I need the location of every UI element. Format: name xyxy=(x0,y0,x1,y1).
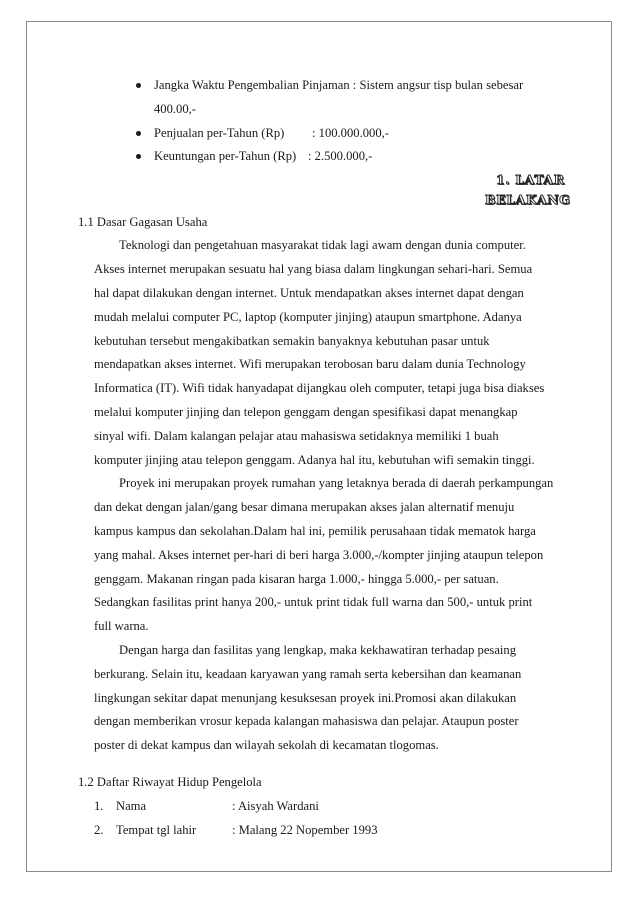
paragraph-line: Sedangkan fasilitas print hanya 200,- untuk print tidak full warna dan 500,- untuk print xyxy=(94,595,533,609)
paragraph-line: full warna. xyxy=(94,619,149,633)
bullet-2-value: : 100.000.000,- xyxy=(312,126,389,140)
paragraph-line: yang mahal. Akses internet per-hari di beri harga 3.000,-/kompter jinjing ataupun telepon xyxy=(94,548,544,562)
paragraph-line: komputer jinjing atau telepon genggam. Adanya hal itu, kebutuhan wifi semakin tinggi. xyxy=(94,453,535,467)
bullet-dot xyxy=(136,154,141,159)
paragraph-line: kebutuhan tersebut mengakibatkan semakin banyaknya kebutuhan pasar untuk xyxy=(94,334,490,348)
paragraph-line: Dengan harga dan fasilitas yang lengkap, maka kekhawatiran terhadap pesaing xyxy=(119,643,517,657)
paragraph-line: mudah melalui computer PC, laptop (komputer jinjing) ataupun smartphone. Adanya xyxy=(94,310,522,324)
paragraph-line: kampus kampus dan sekolahan.Dalam hal ini, pemilik perusahaan tidak mematok harga xyxy=(94,524,536,538)
list-item-number: 2. xyxy=(94,823,104,837)
paragraph-line: sinyal wifi. Dalam kalangan pelajar atau mahasiswa setidaknya memiliki 1 buah xyxy=(94,429,499,443)
list-item-label: Tempat tgl lahir xyxy=(116,823,197,837)
section-title: 1.1 Dasar Gagasan Usaha xyxy=(78,215,208,229)
bullet-1-line1: Jangka Waktu Pengembalian Pinjaman : Sistem angsur tisp bulan sebesar xyxy=(154,78,524,92)
list-item-number: 1. xyxy=(94,799,104,813)
bullet-1-line2: 400.00,- xyxy=(154,102,196,116)
paragraph-line: Informatica (IT). Wifi tidak hanyadapat dijangkau oleh computer, tetapi juga bisa diakses xyxy=(94,381,545,395)
paragraph-line: Akses internet merupakan sesuatu hal yang biasa dalam lingkungan sehari-hari. Semua xyxy=(94,262,533,276)
bullet-3-value: : 2.500.000,- xyxy=(308,149,373,163)
chapter-heading-line2: BELAKANG xyxy=(485,192,571,207)
bullet-3-label: Keuntungan per-Tahun (Rp) xyxy=(154,149,297,163)
paragraph-line: dengan memberikan vrosur kepada kalangan mahasiswa dan pelajar. Ataupun poster xyxy=(94,714,519,728)
bullet-dot xyxy=(136,83,141,88)
paragraph-line: poster di dekat kampus dan wilayah sekolah di kecamatan tlogomas. xyxy=(94,738,439,752)
bullet-2-label: Penjualan per-Tahun (Rp) xyxy=(154,126,285,140)
paragraph-line: Teknologi dan pengetahuan masyarakat tidak lagi awam dengan dunia computer. xyxy=(119,238,526,252)
bullet-dot xyxy=(136,131,141,136)
list-item-value: : Aisyah Wardani xyxy=(232,799,319,813)
section-title: 1.2 Daftar Riwayat Hidup Pengelola xyxy=(78,775,262,789)
paragraph-line: lingkungan sekitar dapat menunjang kesuksesan proyek ini.Promosi akan dilakukan xyxy=(94,691,517,705)
paragraph-line: Proyek ini merupakan proyek rumahan yang letaknya berada di daerah perkampungan xyxy=(119,476,554,490)
paragraph-line: hal dapat dilakukan dengan internet. Untuk mendapatkan akses internet dapat dengan xyxy=(94,286,524,300)
list-item-value: : Malang 22 Nopember 1993 xyxy=(232,823,378,837)
chapter-heading-line1: 1. LATAR xyxy=(496,172,565,187)
paragraph-line: berkurang. Selain itu, keadaan karyawan yang ramah serta kebersihan dan keamanan xyxy=(94,667,522,681)
paragraph-line: mendapatkan akses internet. Wifi merupakan terobosan baru dalam dunia Technology xyxy=(94,357,526,371)
list-item-label: Nama xyxy=(116,799,147,813)
paragraph-line: melalui komputer jinjing dan telepon genggam dengan spesifikasi dapat menangkap xyxy=(94,405,518,419)
paragraph-line: dan dekat dengan jalan/gang besar dimana merupakan akses jalan alternatif menuju xyxy=(94,500,515,514)
paragraph-line: genggam. Makanan ringan pada kisaran harga 1.000,- hingga 5.000,- per satuan. xyxy=(94,572,499,586)
